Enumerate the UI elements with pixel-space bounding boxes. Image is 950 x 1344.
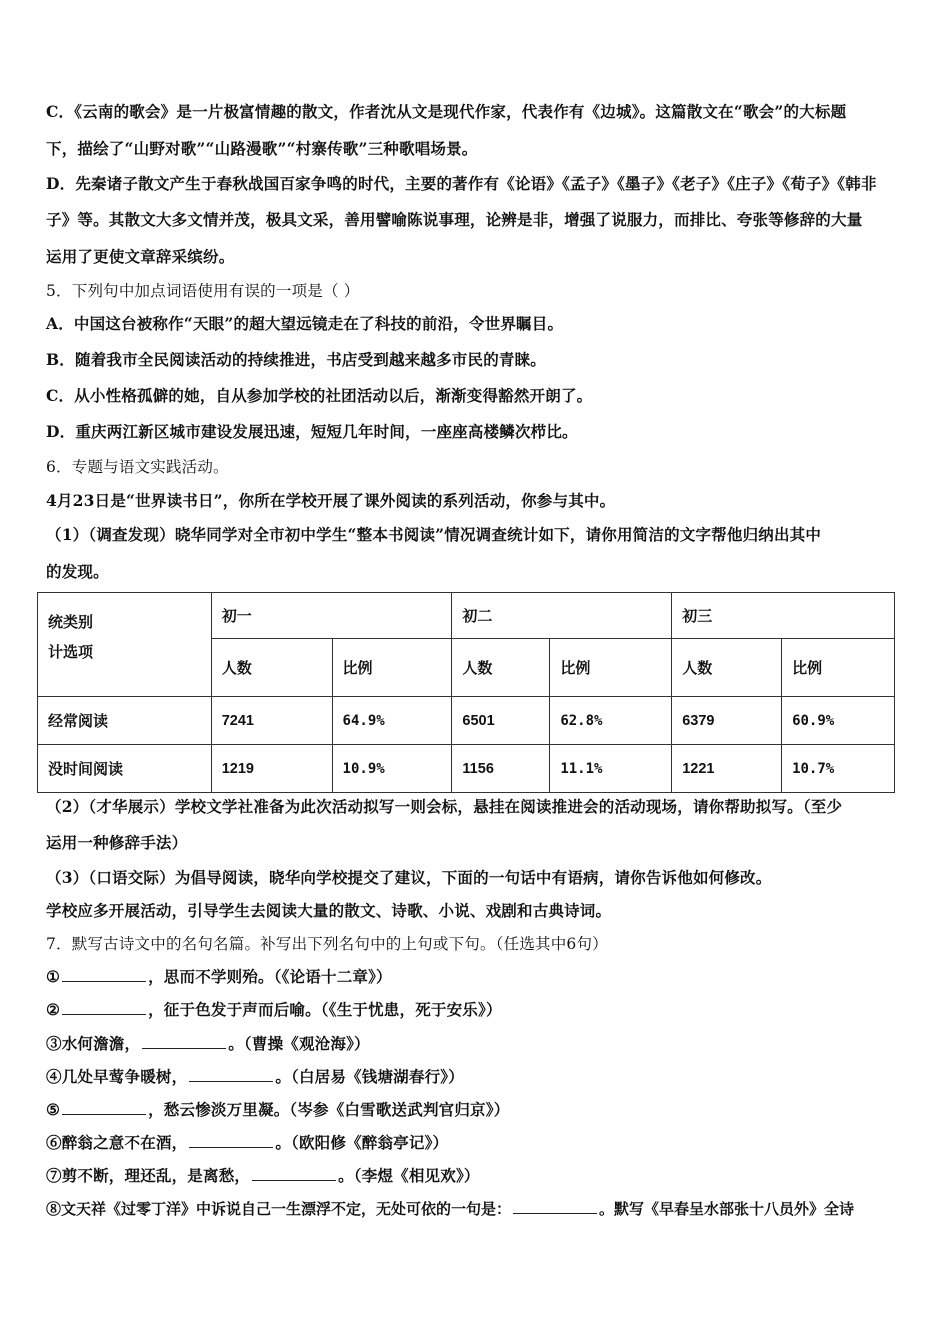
corner-label-bottom: 计选项 xyxy=(48,643,94,661)
subheader-count: 人数 xyxy=(672,639,782,697)
recite-number: ⑦ xyxy=(46,1166,62,1185)
row-label: 没时间阅读 xyxy=(38,745,212,793)
option-c-line-2: 下，描绘了“山野对歌”“山路漫歌”“村寨传歌”三种歌唱场景。 xyxy=(46,139,478,158)
question-6-part-1-line-1: （1）（调查发现）晓华同学对全市初中学生“整本书阅读”情况调查统计如下，请你用简洁的文字帮他归纳出其中 xyxy=(46,525,822,544)
option-d-line-3: 运用了更使文章辞采缤纷。 xyxy=(46,247,235,266)
table-cell: 7241 xyxy=(211,697,332,745)
table-cell: 1221 xyxy=(672,745,782,793)
table-cell: 1156 xyxy=(452,745,550,793)
reading-survey-table xyxy=(37,592,895,793)
recite-item-5: ⑤ ，愁云惨淡万里凝。（岑参《白雪歌送武判官归京》） xyxy=(46,1100,510,1119)
table-corner-header xyxy=(38,593,212,697)
table-cell: 6379 xyxy=(672,697,782,745)
question-6-part-3: （3）（口语交际）为倡导阅读，晓华向学校提交了建议，下面的一句话中有语病，请你告诉他如何修改。 xyxy=(46,868,772,887)
table-cell: 62.8% xyxy=(550,697,672,745)
subheader-count: 人数 xyxy=(211,639,332,697)
answer-blank[interactable] xyxy=(189,1067,273,1082)
table-cell: 60.9% xyxy=(782,697,895,745)
recite-item-6: ⑥醉翁之意不在酒， 。（欧阳修《醉翁亭记》） xyxy=(46,1133,449,1152)
recite-number: ⑥ xyxy=(46,1133,62,1152)
answer-blank[interactable] xyxy=(62,1100,146,1115)
table-cell: 11.1% xyxy=(550,745,672,793)
subheader-ratio: 比例 xyxy=(332,639,452,697)
table-cell: 64.9% xyxy=(332,697,452,745)
recite-number: ④ xyxy=(46,1067,62,1086)
question-6-part-1-line-2: 的发现。 xyxy=(46,562,109,581)
answer-blank[interactable] xyxy=(189,1133,273,1148)
table-cell: 1219 xyxy=(211,745,332,793)
subheader-ratio: 比例 xyxy=(782,639,895,697)
recite-number: ⑧ xyxy=(46,1200,62,1218)
question-6-intro: 4月23日是“世界读书日”，你所在学校开展了课外阅读的系列活动，你参与其中。 xyxy=(46,491,616,510)
recite-number: ① xyxy=(46,967,61,986)
table-cell: 6501 xyxy=(452,697,550,745)
subheader-count: 人数 xyxy=(452,639,550,697)
grade-header-3: 初三 xyxy=(672,593,895,639)
option-d-line-1: D．先秦诸子散文产生于春秋战国百家争鸣的时代，主要的著作有《论语》《孟子》《墨子》《老子》《庄子》《荀子》《韩非 xyxy=(46,174,877,193)
grade-header-1: 初一 xyxy=(211,593,452,639)
table-cell: 10.7% xyxy=(782,745,895,793)
recite-item-8: ⑧文天祥《过零丁洋》中诉说自己一生漂浮不定，无处可依的一句是： 。默写《早春呈水部张十八员外》全诗 xyxy=(46,1200,855,1218)
table-cell: 10.9% xyxy=(332,745,452,793)
question-7-stem: 7．默写古诗文中的名句名篇。补写出下列名句中的上句或下句。（任选其中6句） xyxy=(46,935,608,953)
question-5-option-a: A．中国这台被称作“天眼”的超大望远镜走在了科技的前沿，令世界瞩目。 xyxy=(46,314,564,333)
question-6-part-3-sentence: 学校应多开展活动，引导学生去阅读大量的散文、诗歌、小说、戏剧和古典诗词。 xyxy=(46,901,612,920)
question-5-option-b: B．随着我市全民阅读活动的持续推进，书店受到越来越多市民的青睐。 xyxy=(46,350,547,369)
recite-item-4: ④几处早莺争暖树， 。（白居易《钱塘湖春行》） xyxy=(46,1067,464,1086)
recite-item-1: ① ，思而不学则殆。（《论语十二章》） xyxy=(46,967,392,986)
recite-item-2: ② ，征于色发于声而后喻。（《生于忧患，死于安乐》） xyxy=(46,1000,502,1019)
answer-blank[interactable] xyxy=(513,1199,597,1214)
row-label: 经常阅读 xyxy=(38,697,212,745)
answer-blank[interactable] xyxy=(62,967,146,982)
recite-item-3: ③水何澹澹， 。（曹操《观沧海》） xyxy=(46,1034,370,1053)
table-row xyxy=(38,745,895,793)
recite-item-7: ⑦剪不断，理还乱，是离愁， 。（李煜《相见欢》） xyxy=(46,1166,480,1185)
question-5-option-d: D．重庆两江新区城市建设发展迅速，短短几年时间，一座座高楼鳞次栉比。 xyxy=(46,422,578,441)
answer-blank[interactable] xyxy=(62,1000,146,1015)
recite-number: ⑤ xyxy=(46,1100,61,1119)
question-6-part-2-line-2: 运用一种修辞手法） xyxy=(46,833,188,852)
question-6-part-2-line-1: （2）（才华展示）学校文学社准备为此次活动拟写一则会标，悬挂在阅读推进会的活动现场，请你帮助拟写。（至少 xyxy=(46,797,843,816)
question-5-option-c: C．从小性格孤僻的她，自从参加学校的社团活动以后，渐渐变得豁然开朗了。 xyxy=(46,386,593,405)
option-d-line-2: 子》等。其散文大多文情并茂，极具文采，善用譬喻陈说事理，论辨是非，增强了说服力，而排比、夸张等修辞的大量 xyxy=(46,210,863,229)
subheader-ratio: 比例 xyxy=(550,639,672,697)
answer-blank[interactable] xyxy=(142,1034,226,1049)
corner-label-top: 统类别 xyxy=(48,613,94,631)
table-row xyxy=(38,697,895,745)
grade-header-2: 初二 xyxy=(452,593,672,639)
recite-number: ③ xyxy=(46,1034,62,1053)
question-6-stem: 6．专题与语文实践活动。 xyxy=(46,458,229,476)
answer-blank[interactable] xyxy=(252,1166,336,1181)
option-c-line-1: C．《云南的歌会》是一片极富情趣的散文，作者沈从文是现代作家，代表作有《边城》。这篇散文在“歌会”的大标题 xyxy=(46,102,847,121)
question-5-stem: 5．下列句中加点词语使用有误的一项是（ ） xyxy=(46,282,360,300)
recite-number: ② xyxy=(46,1000,61,1019)
